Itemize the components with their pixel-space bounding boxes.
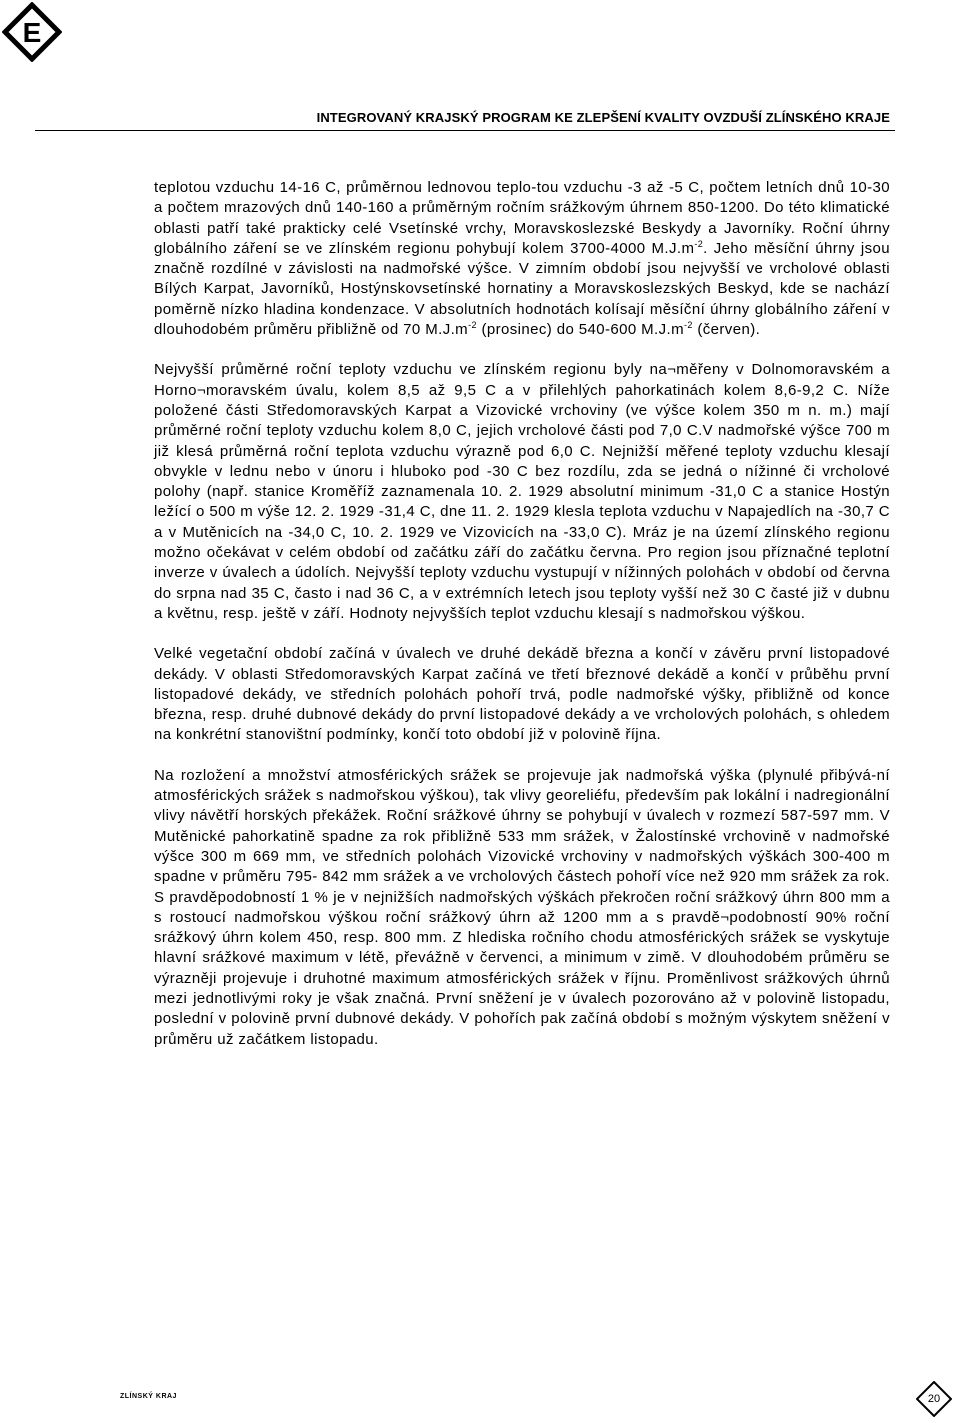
- logo-letter: E: [22, 17, 42, 48]
- paragraph-climate: teplotou vzduchu 14-16 C, průměrnou lednovou teplo-tou vzduchu -3 až -5 C, počtem letních dnů 10-30 a počtem mrazových dnů 140-160 a průměrným ročním srážkovým úhrnem 850-1200. Do této klimatické oblasti patří také prakticky celé Vsetínské vrchy, Moravskoslezské Beskydy a Javorníky. Roční úhrny globálního záření se ve zlínském regionu pohybují kolem 3700-4000 $M.J.m^{-2}$. Jeho měsíční úhrny jsou značně rozdílné v závislosti na nadmořské výšce. V zimním období jsou nejvyšší ve vrcholové oblasti Bílých Karpat, Javorníků, Hostýnskovsetínské hornatiny a Moravskoslezských Beskyd, kde se nachází poměrně nízko hladina kondenzace. V absolutních hodnotách kolísají měsíční úhrny globálního záření v dlouhodobém průměru přibližně od 70 $M.J.m^{-2}$ (prosinec) do 540-600 $M.J.m^{-2}$ (červen).: [154, 179, 890, 339]
- paragraph-temperatures: Nejvyšší průměrné roční teploty vzduchu ve zlínském regionu byly na¬měřeny v Dolnomoravském a Horno¬moravském úvalu, kolem 8,5 až 9,5 C a v přilehlých pahorkatinách kolem 8,6-9,2 C. Níže položené části Středomoravských Karpat a Vizovické vrchoviny (ve výšce kolem 350 m n. m.) mají průměrné roční teploty vzduchu kolem 8,0 C, jejich vrcholové části pod 7,0 C.V nadmořské výšce 700 m již klesá průměrná roční teplota vzduchu výrazně pod 6,0 C. Nejnižší měřené teploty vzduchu klesají obvykle v lednu nebo v únoru i hluboko pod -30 C bez rozdílu, zda se jedná o nížinné či vrcholové polohy (např. stanice Kroměříž zaznamenala 10. 2. 1929 absolutní minimum -31,0 C a stanice Hostýn ležící o 500 m výše 12. 2. 1929 -31,4 C, dne 11. 2. 1929 klesla teplota vzduchu v Napajedlích na -30,7 C a v Mutěnicích na -34,0 C, 10. 2. 1929 ve Vizovicích na -33,0 C). Mráz je na území zlínského regionu možno očekávat v celém období od začátku září do začátku června. Pro region jsou příznačné teplotní inverze v úvalech a údolích. Nejvyšší teploty vzduchu vystupují v nížinných polohách v období od června do srpna nad 35 C, často i nad 36 C, a v extrémních letech jsou teploty vyšší než 30 C časté již v dubnu a květnu, resp. ještě v září. Hodnoty nejvyšších teplot vzduchu klesají s nadmořskou výškou.: [154, 361, 890, 622]
- document-header-title: INTEGROVANÝ KRAJSKÝ PROGRAM KE ZLEPŠENÍ KVALITY OVZDUŠÍ ZLÍNSKÉHO KRAJE: [316, 110, 890, 125]
- e-logo-icon: [2, 2, 62, 62]
- paragraph-vegetation: Velké vegetační období začíná v úvalech ve druhé dekádě března a končí v závěru první listopadové dekády. V oblasti Středomoravských Karpat začíná ve třetí březnové dekádě a končí v průběhu první listopadové dekády, ve středních polohách pohoří trvá, podle nadmořské výšky, přibližně od konce března, resp. druhé dubnové dekády do první listopadové dekády a ve vrcholových polohách, s ohledem na konkrétní stanovištní podmínky, končí toto období již v polovině října.: [154, 645, 890, 744]
- document-body: [154, 178, 890, 1070]
- page-number: 20: [927, 1393, 941, 1405]
- paragraph-precipitation: Na rozložení a množství atmosférických srážek se projevuje jak nadmořská výška (plynulé přibývá-ní atmosférických srážek s nadmořskou výškou), tak vlivy georeliéfu, především pak lokální i nadregionální vlivy návětří horských překážek. Roční srážkové úhrny se pohybují v úvalech v rozmezí 587-597 mm. V Mutěnické pahorkatině spadne za rok přibližně 533 mm srážek, v Žalostínské vrchovině v nadmořské výšce 300 m 669 mm, ve středních polohách Vizovické vrchoviny v nadmořských výškách 300-400 m spadne v průměru 795- 842 mm srážek a ve vrcholových částech pohoří více než 920 mm srážek za rok. S pravděpodobností 1 % je v nejnižších nadmořských výškách překročen roční srážkový úhrn 800 mm a s rostoucí nadmořskou výškou roční srážkový úhrn až 1200 mm a s pravdě¬podobností 90% roční srážkový úhrn kolem 450, resp. 800 mm. Z hlediska ročního chodu atmosférických srážek se vyskytuje hlavní srážkové maximum v létě, převážně v červenci, a minimum v zimě. V dlouhodobém průměru se výrazněji projevuje i druhotné maximum atmosférických srážek v říjnu. Proměnlivost srážkových úhrnů mezi jednotlivými roky je však značná. První sněžení je v úvalech pozorováno až v polovině listopadu, poslední v polovině první dubnové dekády. V pohořích pak začíná období s možným výskytem sněžení v průměru už začátkem listopadu.: [154, 766, 890, 1048]
- header-divider: [35, 130, 895, 131]
- footer-region-label: ZLÍNSKÝ KRAJ: [120, 1393, 177, 1400]
